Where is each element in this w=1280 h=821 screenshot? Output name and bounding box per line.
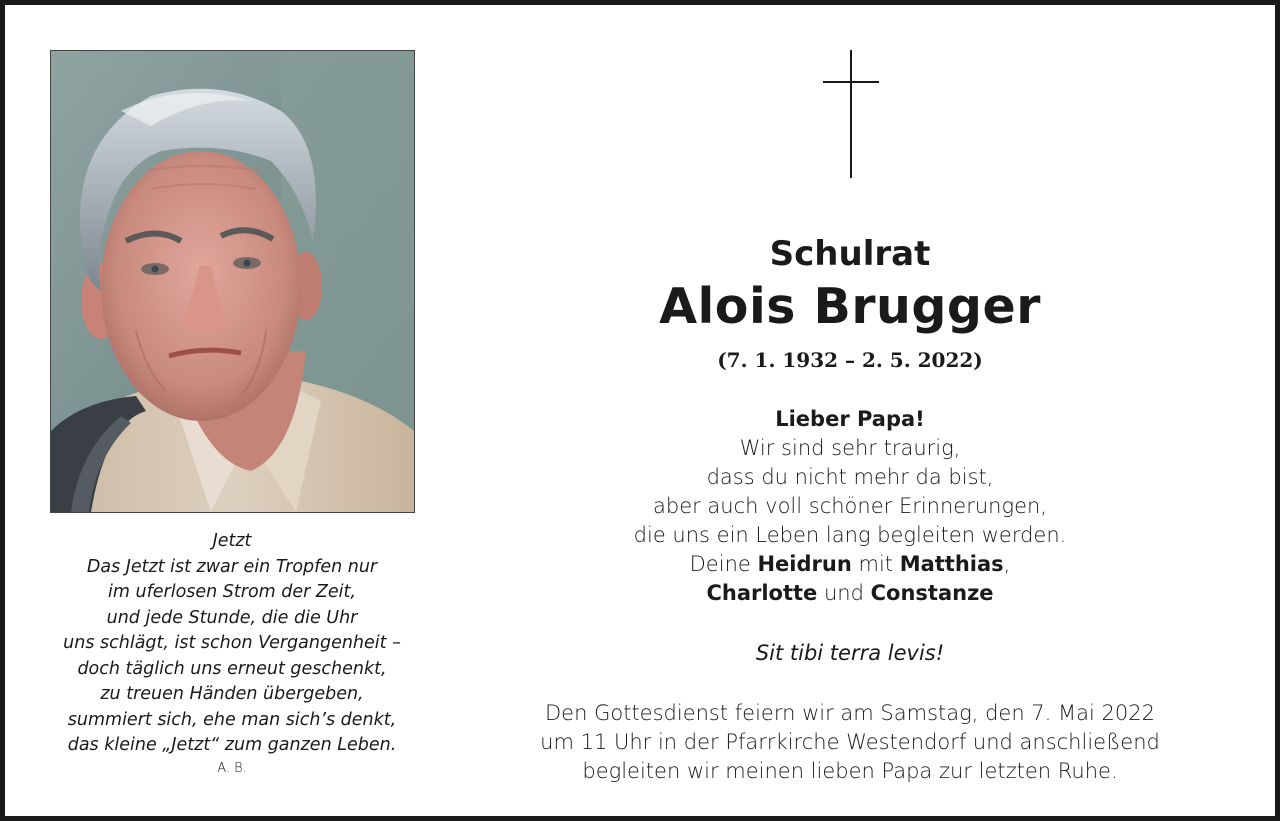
poem-line: doch täglich uns erneut geschenkt, [77, 658, 387, 679]
cross-bar [823, 81, 879, 83]
poem-title: Jetzt [212, 531, 252, 551]
poem-line: das kleine „Jetzt“ zum ganzen Leben. [67, 735, 397, 755]
portrait-photo [50, 50, 415, 513]
poem-line: zu treuen Händen übergeben, [100, 684, 364, 704]
service-line: begleiten wir meinen lieben Papa zur letzten Ruhe. [582, 759, 1118, 783]
poem-line: im uferlosen Strom der Zeit, [108, 582, 356, 602]
life-dates: (7. 1. 1932 – 2. 5. 2022) [717, 348, 983, 372]
poem [27, 529, 437, 779]
poem-line: summiert sich, ehe man sich’s denkt, [67, 709, 397, 730]
service-line: Den Gottesdienst feiern wir am Samstag, den 7. Mai 2022 [545, 701, 1155, 725]
message-line: Wir sind sehr traurig, [739, 436, 961, 460]
service-info [465, 699, 1235, 786]
farewell-message [465, 405, 1235, 608]
message-line: dass du nicht mehr da bist, [706, 465, 994, 489]
poem-line: Das Jetzt ist zwar ein Tropfen nur [86, 556, 378, 577]
message-signoff: Deine Heidrun mit Matthias, [689, 552, 1011, 576]
message-line: aber auch voll schöner Erinnerungen, [653, 494, 1047, 518]
cross-icon [850, 50, 852, 178]
service-line: um 11 Uhr in der Pfarrkirche Westendorf und anschließend [540, 730, 1160, 754]
message-line: die uns ein Leben lang begleiten werden. [633, 523, 1067, 547]
poem-line: und jede Stunde, die die Uhr [106, 607, 358, 628]
message-greeting: Lieber Papa! [775, 407, 925, 431]
deceased-name: Alois Brugger [659, 278, 1041, 335]
honorific-title: Schulrat [769, 234, 931, 274]
latin-motto: Sit tibi terra levis! [755, 641, 945, 665]
portrait-image [51, 51, 414, 512]
poem-initials: A. B. [217, 760, 247, 776]
message-signoff-names: Charlotte und Constanze [706, 581, 994, 605]
poem-line: uns schlägt, ist schon Vergangenheit – [63, 633, 401, 653]
